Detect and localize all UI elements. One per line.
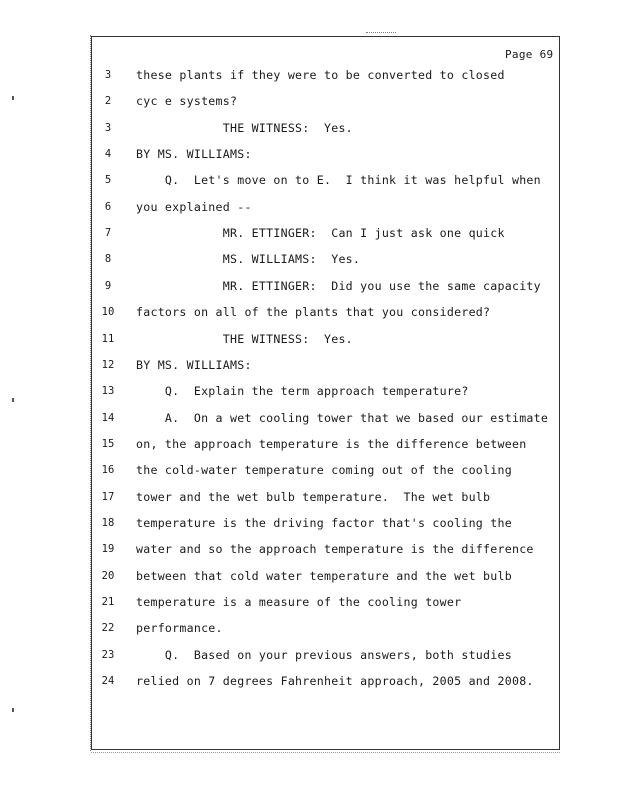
line-number: 13 <box>101 385 115 397</box>
transcript-line: cyc e systems? <box>136 94 238 108</box>
transcript-line: between that cold water temperature and the wet bulb <box>136 569 512 583</box>
transcript-line: Q. Let's move on to E. I think it was helpful when <box>136 173 541 187</box>
line-number: 19 <box>101 543 115 555</box>
line-number: 9 <box>104 280 112 292</box>
line-number: 8 <box>104 253 112 265</box>
transcript-line: BY MS. WILLIAMS: <box>136 147 252 161</box>
transcript-line: these plants if they were to be converted to closed <box>136 68 505 82</box>
line-number: 5 <box>104 174 112 186</box>
scan-top-mark <box>366 32 396 34</box>
line-number: 16 <box>101 464 115 476</box>
line-number: 11 <box>101 333 115 345</box>
transcript-line: Q. Explain the term approach temperature? <box>136 384 469 398</box>
transcript-line: tower and the wet bulb temperature. The wet bulb <box>136 490 491 504</box>
transcript-line: MS. WILLIAMS: Yes. <box>136 252 361 266</box>
transcript-line: the cold-water temperature coming out of the cooling <box>136 463 512 477</box>
margin-mark <box>12 708 14 712</box>
transcript-line: relied on 7 degrees Fahrenheit approach, 2005 and 2008. <box>136 674 534 688</box>
bottom-rule <box>91 752 560 753</box>
line-number: 15 <box>101 438 115 450</box>
line-number: 24 <box>101 675 115 687</box>
transcript-line: you explained -- <box>136 200 252 214</box>
transcript-line: THE WITNESS: Yes. <box>136 121 353 135</box>
transcript-line: Q. Based on your previous answers, both studies <box>136 648 512 662</box>
margin-mark <box>12 96 14 100</box>
transcript-line: water and so the approach temperature is the difference <box>136 542 534 556</box>
transcript-line: temperature is a measure of the cooling tower <box>136 595 462 609</box>
line-number: 4 <box>104 148 112 160</box>
line-number: 7 <box>104 227 112 239</box>
line-number: 6 <box>104 201 112 213</box>
page-number: Page 69 <box>505 48 554 61</box>
line-number: 3 <box>104 122 112 134</box>
line-number: 20 <box>101 570 115 582</box>
transcript-line: MR. ETTINGER: Can I just ask one quick <box>136 226 505 240</box>
line-number: 2 <box>104 95 112 107</box>
line-number: 10 <box>101 306 115 318</box>
transcript-line: MR. ETTINGER: Did you use the same capacity <box>136 279 541 293</box>
line-number: 22 <box>101 622 115 634</box>
line-number: 3 <box>104 69 112 81</box>
transcript-line: on, the approach temperature is the difference between <box>136 437 527 451</box>
line-number: 23 <box>101 649 115 661</box>
transcript-line: A. On a wet cooling tower that we based our estimate <box>136 411 549 425</box>
transcript-line: factors on all of the plants that you considered? <box>136 305 491 319</box>
line-number: 14 <box>101 412 115 424</box>
transcript-line: THE WITNESS: Yes. <box>136 332 353 346</box>
line-number: 21 <box>101 596 115 608</box>
margin-mark <box>12 398 14 402</box>
line-number: 12 <box>101 359 115 371</box>
line-number: 18 <box>101 517 115 529</box>
transcript-line: BY MS. WILLIAMS: <box>136 358 252 372</box>
transcript-line: performance. <box>136 621 223 635</box>
transcript-line: temperature is the driving factor that's cooling the <box>136 516 512 530</box>
line-number: 17 <box>101 491 115 503</box>
